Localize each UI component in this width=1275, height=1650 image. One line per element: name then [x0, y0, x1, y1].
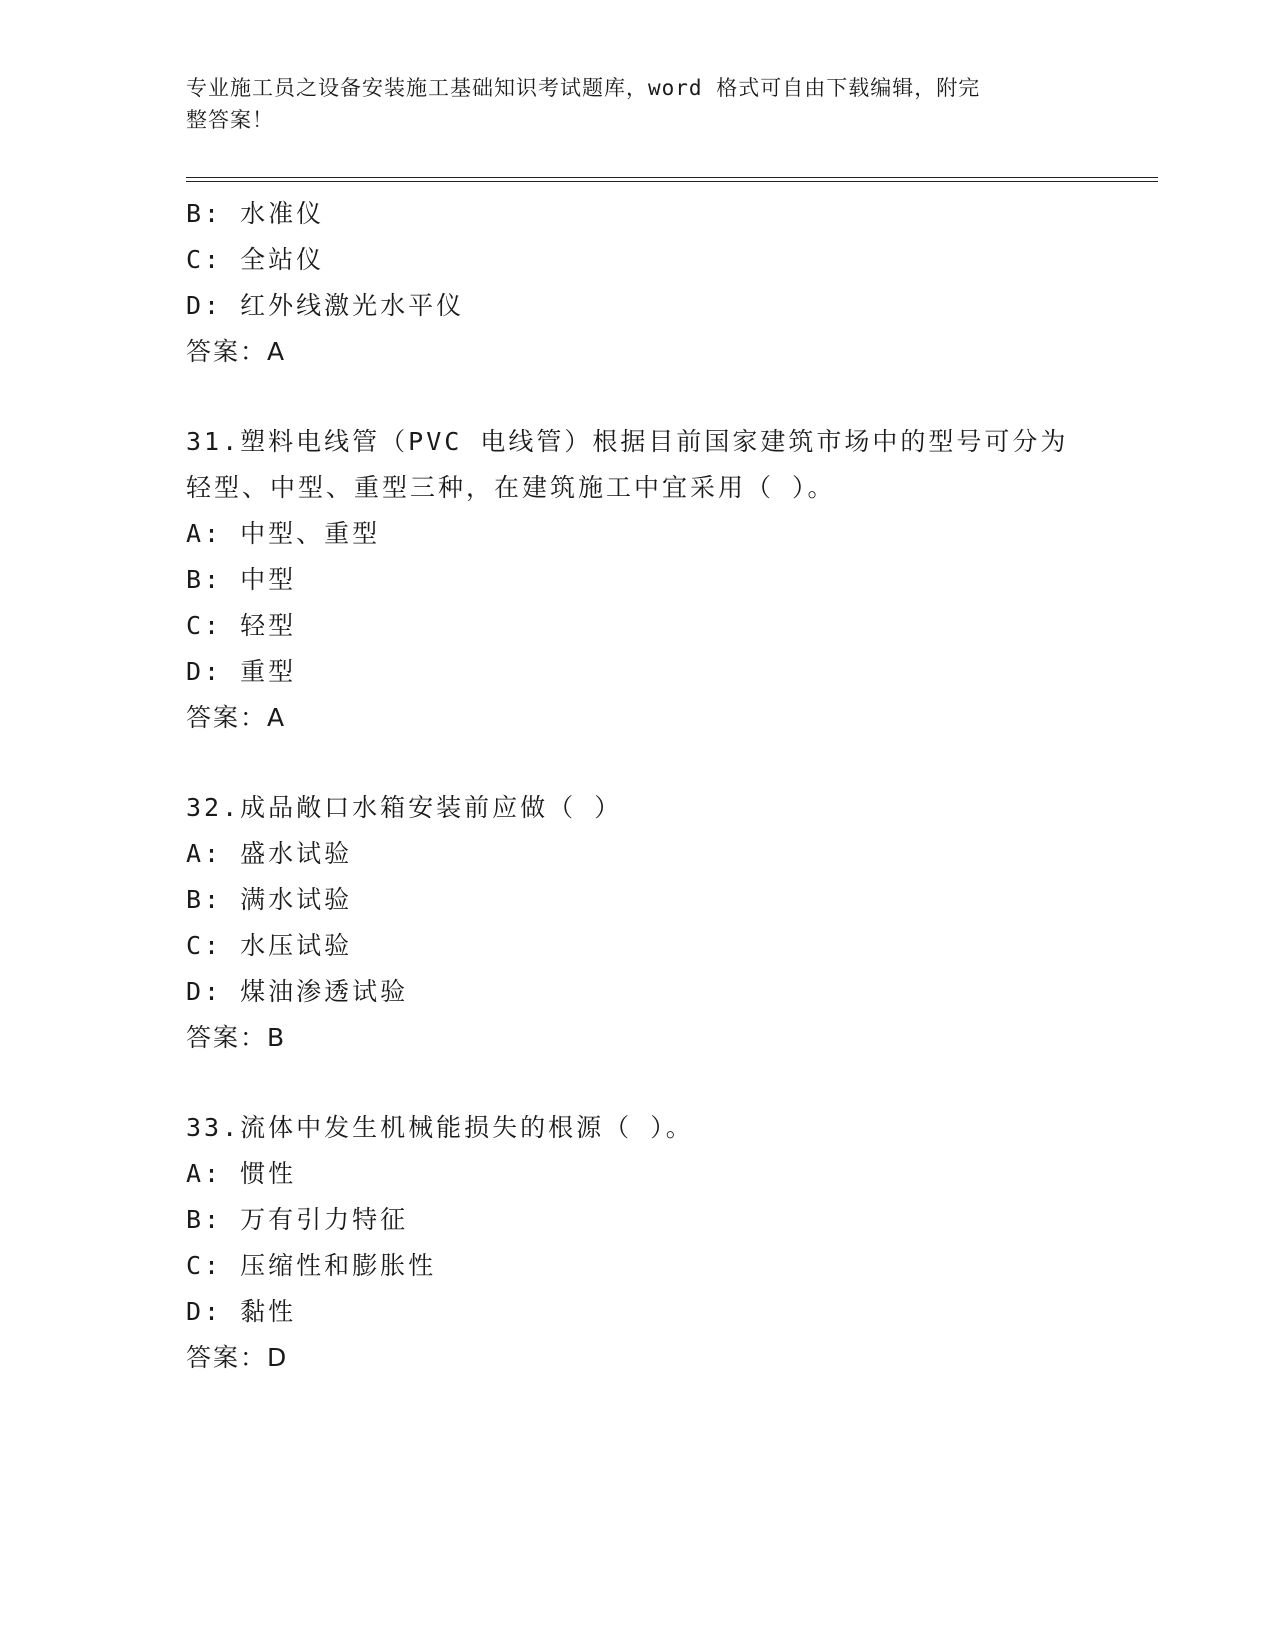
- document-body: [186, 191, 1086, 1381]
- question-32: [186, 785, 1086, 1061]
- header-divider-top: [186, 177, 1158, 178]
- option-b: B: 万有引力特征: [186, 1205, 409, 1234]
- option-b: B: 中型: [186, 565, 297, 594]
- option-a: A: 中型、重型: [186, 519, 381, 548]
- option-d: D: 重型: [186, 657, 297, 686]
- answer: 答案：D: [186, 1343, 289, 1372]
- answer: 答案：B: [186, 1023, 287, 1052]
- question-text-line: 31.塑料电线管（PVC 电线管）根据目前国家建筑市场中的型号可分为: [186, 427, 1069, 456]
- question-text-line: 32.成品敞口水箱安装前应做（ ）: [186, 793, 623, 822]
- option-a: A: 惯性: [186, 1159, 297, 1188]
- option-d: D: 黏性: [186, 1297, 297, 1326]
- option-d: D: 煤油渗透试验: [186, 977, 409, 1006]
- option-c: C: 压缩性和膨胀性: [186, 1251, 437, 1280]
- option-c: C: 水压试验: [186, 931, 353, 960]
- document-header: [186, 72, 1086, 136]
- option-b: B: 满水试验: [186, 885, 353, 914]
- question-31: [186, 419, 1086, 741]
- question-text-line: 轻型、中型、重型三种，在建筑施工中宜采用（ ）。: [186, 473, 836, 502]
- option-c: C: 全站仪: [186, 245, 325, 274]
- question-33: [186, 1105, 1086, 1381]
- header-line-1: 专业施工员之设备安装施工基础知识考试题库，word 格式可自由下载编辑，附完: [186, 76, 981, 100]
- answer: 答案：A: [186, 703, 287, 732]
- question-fragment: [186, 191, 1086, 375]
- option-c: C: 轻型: [186, 611, 297, 640]
- header-divider-bottom: [186, 181, 1158, 182]
- option-a: A: 盛水试验: [186, 839, 353, 868]
- header-line-2: 整答案！: [186, 108, 274, 132]
- option-d: D: 红外线激光水平仪: [186, 291, 465, 320]
- answer: 答案：A: [186, 337, 287, 366]
- question-text-line: 33.流体中发生机械能损失的根源（ ）。: [186, 1113, 694, 1142]
- option-b: B: 水准仪: [186, 199, 325, 228]
